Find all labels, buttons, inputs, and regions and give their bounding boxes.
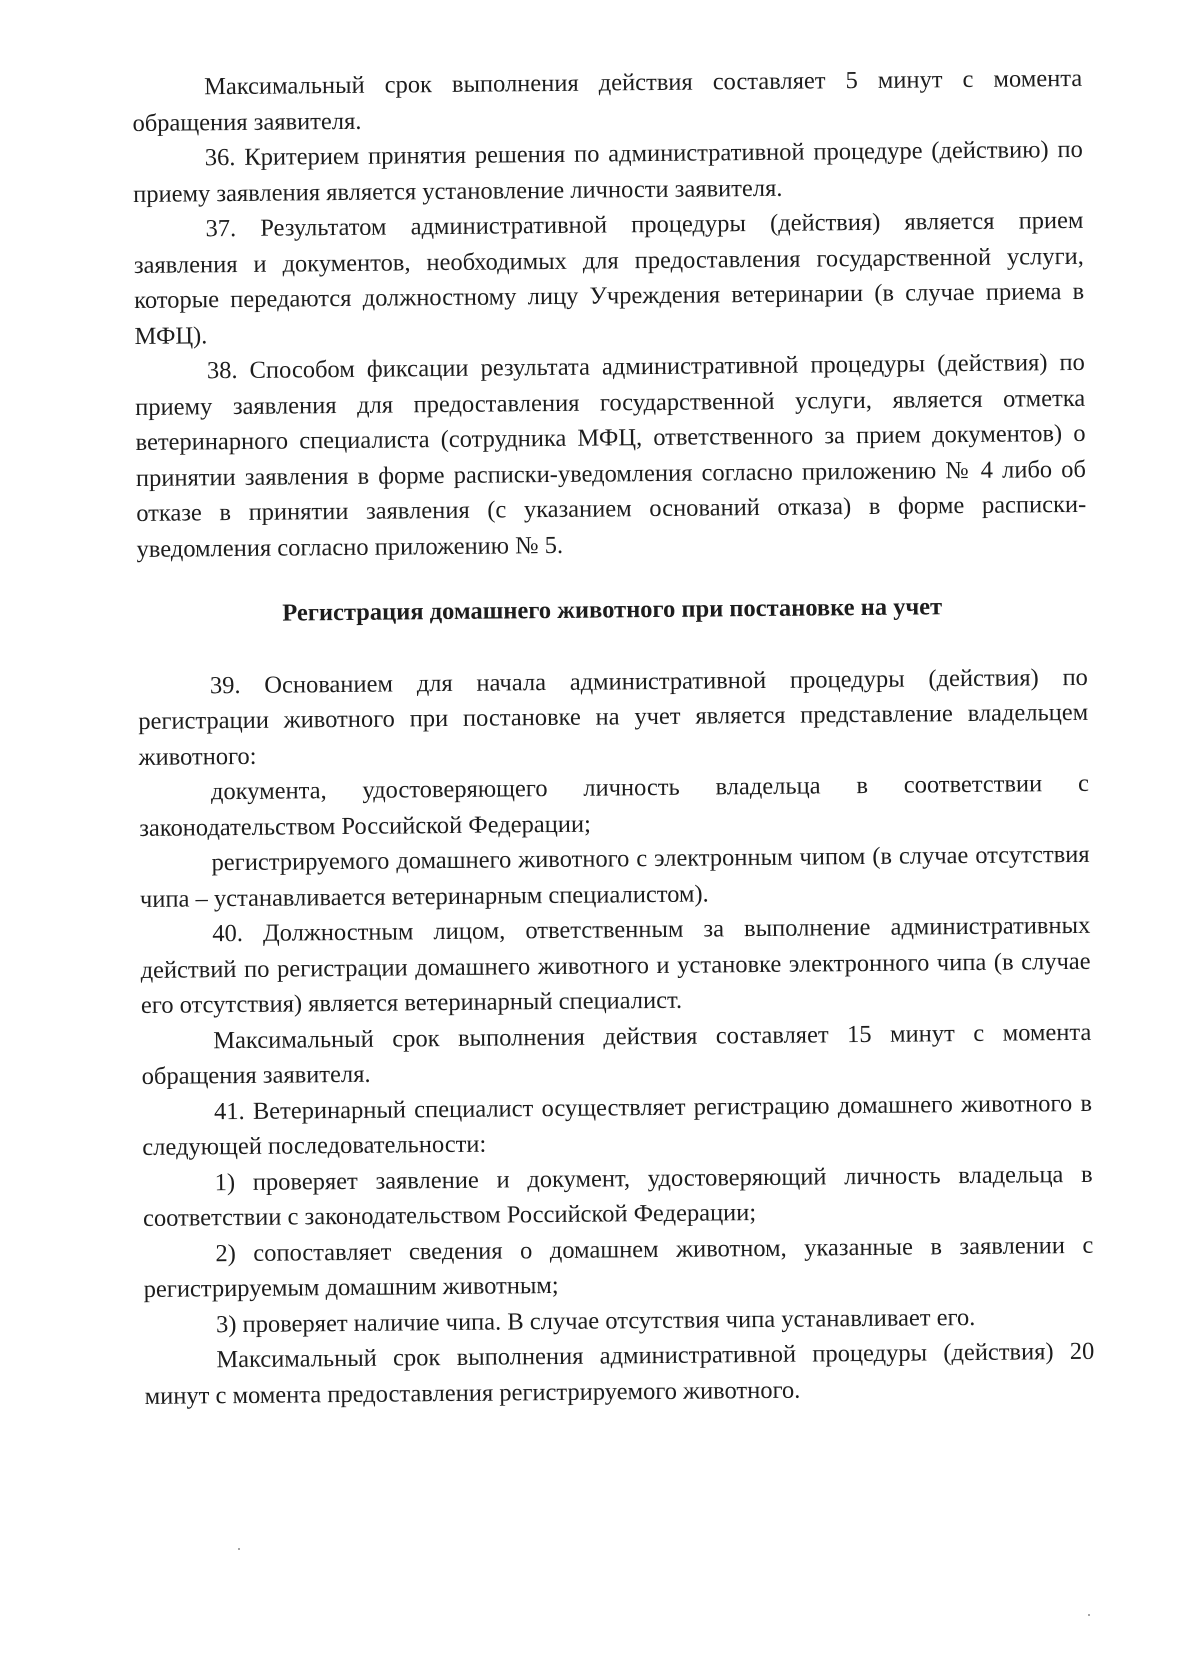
paragraph-40: 40. Должностным лицом, ответственным за выполнение административных действий по регистрации домашнего животного и установке электронного чипа (в случае его отсутствия) является ветеринарный специалист. — [140, 911, 1091, 1019]
paragraph-39: 39. Основанием для начала административной процедуры (действия) по регистрации животного при постановке на учет является представление владельцем животного: — [138, 663, 1089, 771]
paragraph-36: 36. Критерием принятия решения по административной процедуре (действию) по приему заявления является установление личности заявителя. — [133, 135, 1083, 208]
paragraph-max-time-5: Максимальный срок выполнения действия составляет 5 минут с момента обращения заявителя. — [132, 64, 1083, 137]
paragraph-41-step-1: 1) проверяет заявление и документ, удостоверяющий личность владельца в соответствии с законодательством Российской Федерации; — [142, 1160, 1093, 1232]
paragraph-41-step-3: 3) проверяет наличие чипа. В случае отсутствия чипа устанавливает его. — [215, 1303, 976, 1338]
paragraph-38: 38. Способом фиксации результата административной процедуры (действия) по приему заявления для предоставления государственной услуги, является отметка ветеринарного специалиста (сотрудника МФЦ, ответственного за прием документов) о принятии заявления в форме расписки-уведомления согласно приложению № 4 либо об отказе в принятии заявления (с указанием оснований отказа) в форме расписки-уведомления согласно приложению № 5. — [135, 348, 1087, 563]
scan-speck — [238, 1548, 240, 1550]
paragraph-max-time-20: Максимальный срок выполнения административной процедуры (действия) 20 минут с момента предоставления регистрируемого животного. — [144, 1337, 1095, 1410]
paragraph-41-step-2: 2) сопоставляет сведения о домашнем животном, указанные в заявлении с регистрируемым домашним животным; — [143, 1231, 1094, 1303]
document-body — [132, 61, 1095, 1414]
section-heading: Регистрация домашнего животного при постановке на учет — [282, 593, 943, 627]
paragraph-max-time-15: Максимальный срок выполнения действия составляет 15 минут с момента обращения заявителя. — [141, 1018, 1092, 1090]
scan-speck — [1088, 1614, 1090, 1616]
paragraph-39-item-document: документа, удостоверяющего личность владельца в соответствии с законодательством Российской Федерации; — [139, 769, 1090, 842]
paragraph-37: 37. Результатом административной процедуры (действия) является прием заявления и документов, необходимых для предоставления государственной услуги, которые передаются должностному лицу Учреждения ветеринарии (в случае приема в МФЦ). — [133, 206, 1085, 350]
paragraph-39-item-animal: регистрируемого домашнего животного с электронным чипом (в случае отсутствия чипа – устанавливается ветеринарным специалистом). — [139, 840, 1090, 913]
paragraph-41: 41. Ветеринарный специалист осуществляет регистрацию домашнего животного в следующей последовательности: — [142, 1089, 1093, 1161]
